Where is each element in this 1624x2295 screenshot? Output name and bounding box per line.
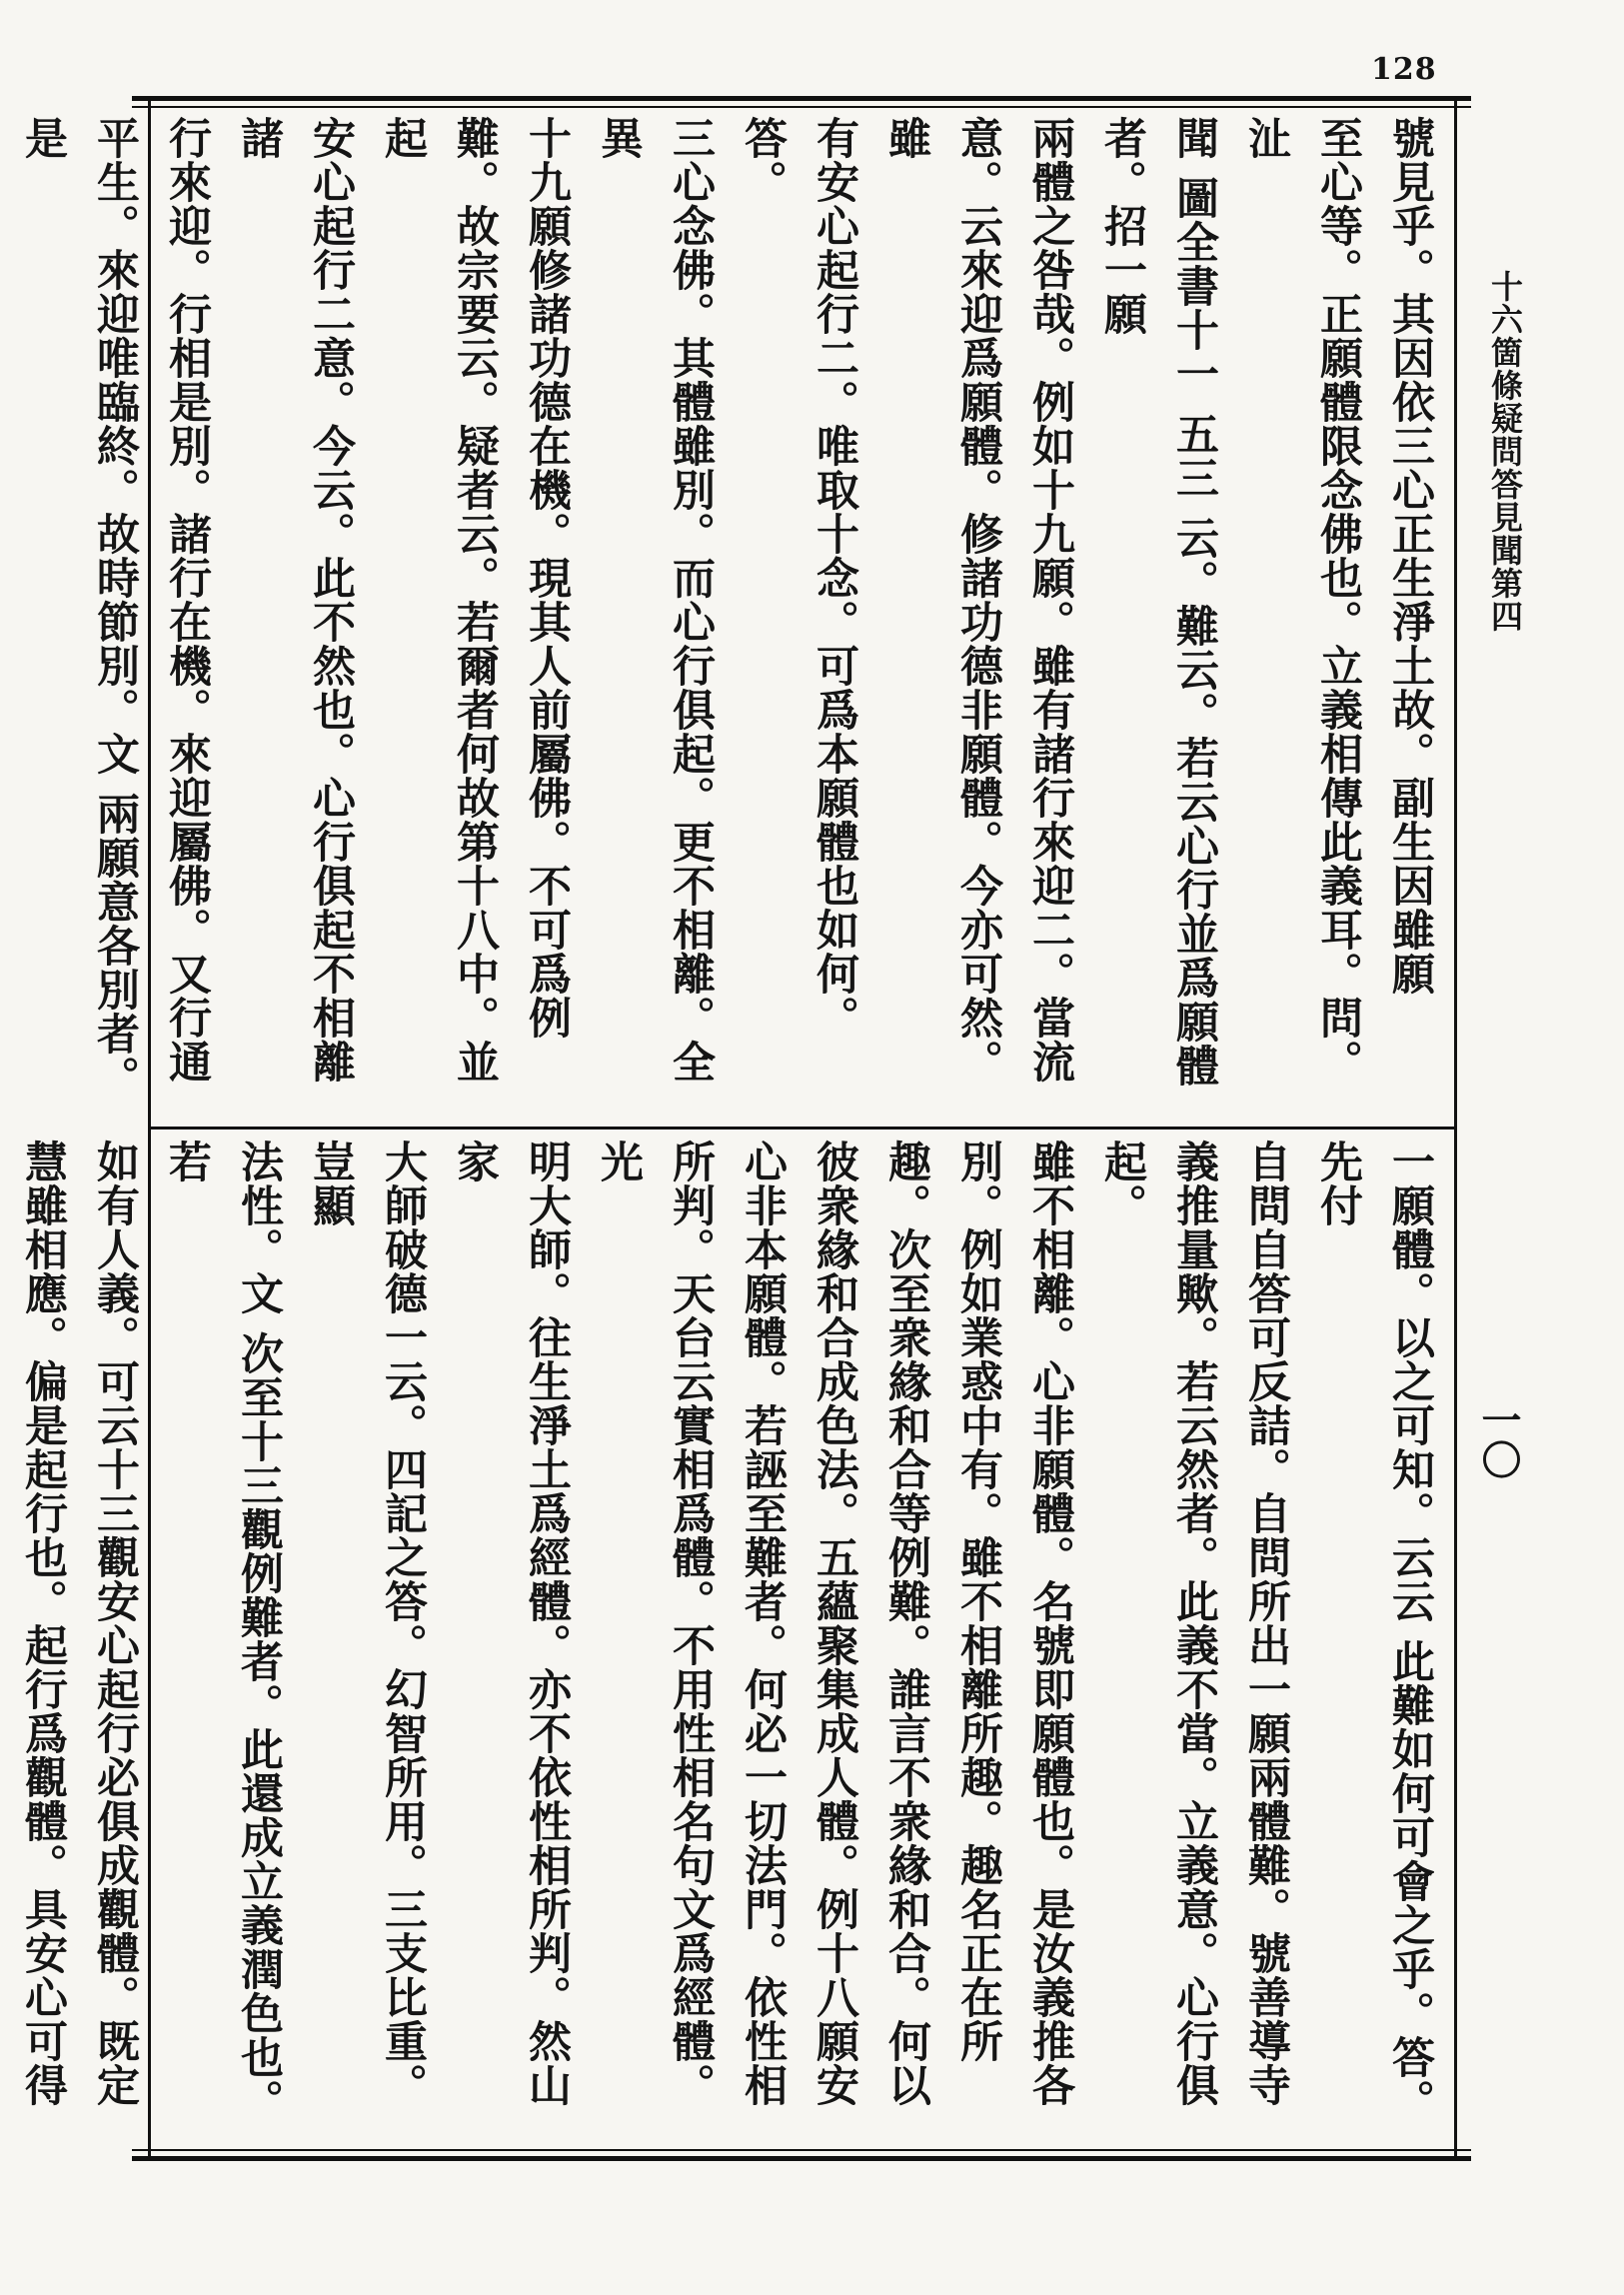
text-column: 難。故宗要云。疑者云。若爾者何故第十八中。並起: [378, 116, 500, 1084]
page-number: 128: [1371, 52, 1437, 87]
text-column: 趣。次至衆緣和合等例難。誰言不衆緣和合。何以: [881, 1140, 931, 2107]
text-column: 意。云來迎爲願體。修諸功德非願體。今亦可然。雖: [881, 116, 1003, 1084]
text-column: 慧雖相應。偏是起行也。起行爲觀體。具安心可得: [18, 1140, 68, 2107]
text-column: 如有人義。可云十三觀安心起行必俱成觀體。既定: [90, 1140, 140, 2107]
text-column: 兩體之咎哉。例如十九願。雖有諸行來迎二。當流: [1025, 116, 1075, 1084]
text-column: 有安心起行二。唯取十念。可爲本願體也如何。答。: [738, 116, 859, 1040]
lower-register: [18, 1140, 1446, 2143]
text-column: 一願體。以之可知。云云 此難如何可會之乎。答。先付: [1313, 1140, 1435, 2123]
register-divider: [150, 1127, 1455, 1130]
text-column: 義推量歟。若云然者。此義不當。立義意。心行俱起。: [1097, 1140, 1219, 2107]
text-column: 心非本願體。若誣至難者。何必一切法門。依性相: [738, 1140, 788, 2107]
text-column: 至心等。正願體限念佛也。立義相傳此義耳。問。沚: [1241, 116, 1363, 1084]
frame-bottom-rule: [132, 2149, 1471, 2161]
text-column: 行來迎。行相是別。諸行在機。來迎屬佛。又行通: [162, 116, 212, 1084]
upper-register: [18, 116, 1446, 1118]
text-column: 十九願修諸功德在機。現其人前屬佛。不可爲例: [522, 116, 572, 1040]
text-column: 三心念佛。其體雖別。而心行俱起。更不相離。全異: [594, 116, 716, 1084]
text-column: 別。例如業惑中有。雖不相離所趣。趣名正在所: [953, 1140, 1003, 2063]
text-column: 彼衆緣和合成色法。五蘊聚集成人體。例十八願安: [810, 1140, 859, 2107]
text-column: 法性。文 次至十三觀例難者。此還成立義潤色也。若: [162, 1140, 284, 2123]
running-head: 十六箇條疑問答見聞第四: [1486, 270, 1524, 633]
text-column: 明大師。往生淨土爲經體。亦不依性相所判。然山家: [450, 1140, 572, 2107]
text-column: 號見乎。其因依三心正生淨土故。副生因雖願: [1385, 116, 1435, 996]
text-column: 所判。天台云實相爲體。不用性相名句文爲經體。光: [594, 1140, 716, 2107]
text-column: 自問自答可反詰。自問所出一願兩體難。號善導寺: [1241, 1140, 1291, 2107]
frame-top-rule: [132, 96, 1471, 108]
text-column: 平生。來迎唯臨終。故時節別。文 兩願意各別者。是: [18, 116, 140, 1100]
text-column: [0, 116, 7, 1118]
text-column: 安心起行二意。今云。此不然也。心行俱起不相離諸: [234, 116, 356, 1084]
text-column: 雖不相離。心非願體。名號即願體也。是汝義推各: [1025, 1140, 1075, 2107]
margin-leaf-number: 一〇: [1475, 1399, 1522, 1479]
text-column: [0, 1140, 7, 2143]
text-column: 大師破德一云。四記之答。幻智所用。三支比重。豈顯: [306, 1140, 428, 2107]
text-column: 聞 圖全書十一 五三 云。難云。若云心行並爲願體者。招一願: [1097, 116, 1219, 1088]
